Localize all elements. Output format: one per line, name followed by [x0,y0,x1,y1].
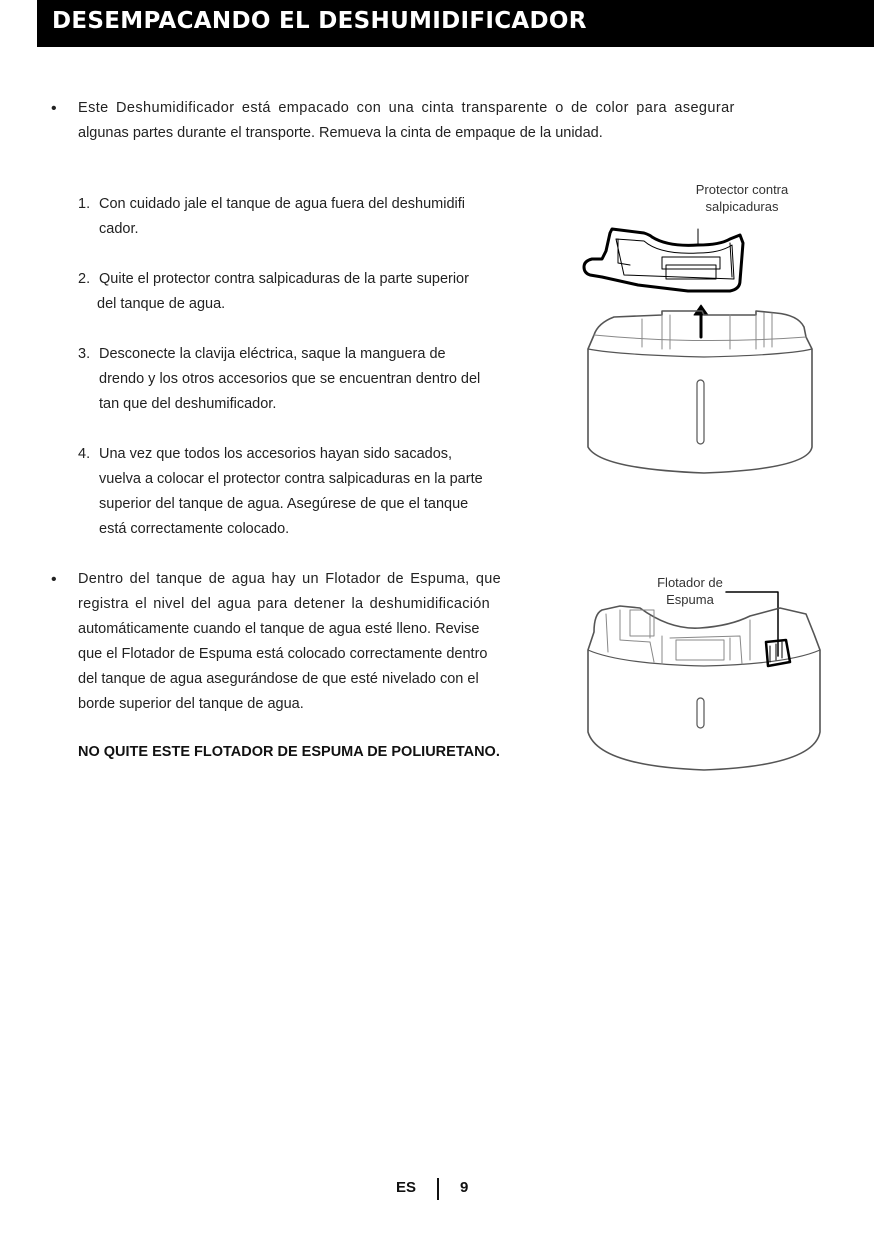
float-line: automáticamente cuando el tanque de agua esté lleno. Revise [78,621,480,637]
foam-float-illustration [580,580,825,780]
splash-guard-callout [672,181,812,215]
callout-line: salpicaduras [705,199,779,214]
step-line: tan que del deshumificador. [99,396,277,412]
step-number: 3. [78,346,91,362]
float-line: que el Flotador de Espuma está colocado correctamente dentro [78,646,488,662]
step-line: cador. [99,221,139,237]
callout-line: Flotador de [657,575,723,590]
page-number: 9 [460,1179,469,1196]
page-title: DESEMPACANDO EL DESHUMIDIFICADOR [52,8,587,34]
callout-line: Protector contra [695,182,789,197]
bullet-marker: • [51,571,57,588]
intro-line-1: Este Deshumidificador está empacado con una cinta transparente o de color para asegurar [78,100,735,116]
step-number: 4. [78,446,91,462]
step-1-text [99,192,569,242]
step-3-text [99,342,569,417]
float-line: Dentro del tanque de agua hay un Flotador de Espuma, que [78,571,501,587]
step-4-text [99,442,569,542]
step-line: drendo y los otros accesorios que se encuentran dentro del [99,371,481,387]
foam-warning: NO QUITE ESTE FLOTADOR DE ESPUMA DE POLIURETANO. [78,744,500,760]
splash-guard-illustration [580,215,825,475]
bullet-marker: • [51,100,57,117]
float-line: borde superior del tanque de agua. [78,696,304,712]
step-line: del tanque de agua. [97,296,226,312]
step-number: 1. [78,196,91,212]
step-line: Desconecte la clavija eléctrica, saque la manguera de [99,346,446,362]
step-line: Con cuidado jale el tanque de agua fuera del deshumidifi [99,196,465,212]
step-2-text [99,267,569,317]
step-line: superior del tanque de agua. Asegúrese de que el tanque [99,496,469,512]
step-line: vuelva a colocar el protector contra salpicaduras en la parte [99,471,483,487]
float-paragraph [78,567,565,717]
float-line: del tanque de agua asegurándose de que esté nivelado con el [78,671,479,687]
footer-language: ES [396,1179,417,1196]
float-line: registra el nivel del agua para detener la deshumidificación [78,596,491,612]
callout-line: Espuma [666,592,714,607]
step-line: Quite el protector contra salpicaduras de la parte superior [99,271,469,287]
step-number: 2. [78,271,91,287]
step-line: está correctamente colocado. [99,521,290,537]
step-line: Una vez que todos los accesorios hayan sido sacados, [99,446,453,462]
intro-line-2: algunas partes durante el transporte. Remueva la cinta de empaque de la unidad. [78,125,603,141]
footer-divider [437,1178,439,1200]
